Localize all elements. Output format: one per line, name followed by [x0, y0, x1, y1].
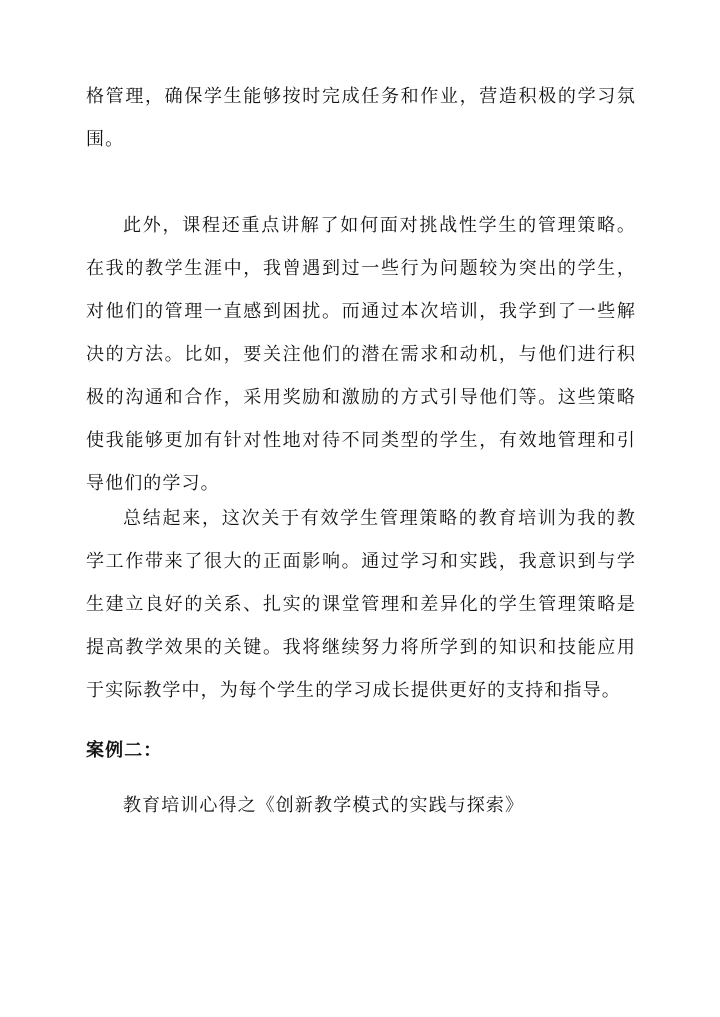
paragraph-summary: 总结起来，这次关于有效学生管理策略的教育培训为我的教学工作带来了很大的正面影响。通过学习和实践，我意识到与学生建立良好的关系、扎实的课堂管理和差异化的学生管理策略是提高教学效果的关键。我将继续努力将所学到的知识和技能应用于实际教学中，为每个学生的学习成长提供更好的支持和指导。 [86, 508, 636, 701]
paragraph-continued: 格管理，确保学生能够按时完成任务和作业，营造积极的学习氛围。 [86, 86, 636, 150]
case-heading: 案例二： [86, 740, 163, 761]
case-title: 教育培训心得之《创新教学模式的实践与探索》 [123, 795, 525, 816]
paragraph-challenging-students: 此外，课程还重点讲解了如何面对挑战性学生的管理策略。在我的教学生涯中，我曾遇到过一些行为问题较为突出的学生，对他们的管理一直感到困扰。而通过本次培训，我学到了一些解决的方法。比如，要关注他们的潜在需求和动机，与他们进行积极的沟通和合作，采用奖励和激励的方式引导他们等。这些策略使我能够更加有针对性地对待不同类型的学生，有效地管理和引导他们的学习。 [86, 215, 636, 494]
